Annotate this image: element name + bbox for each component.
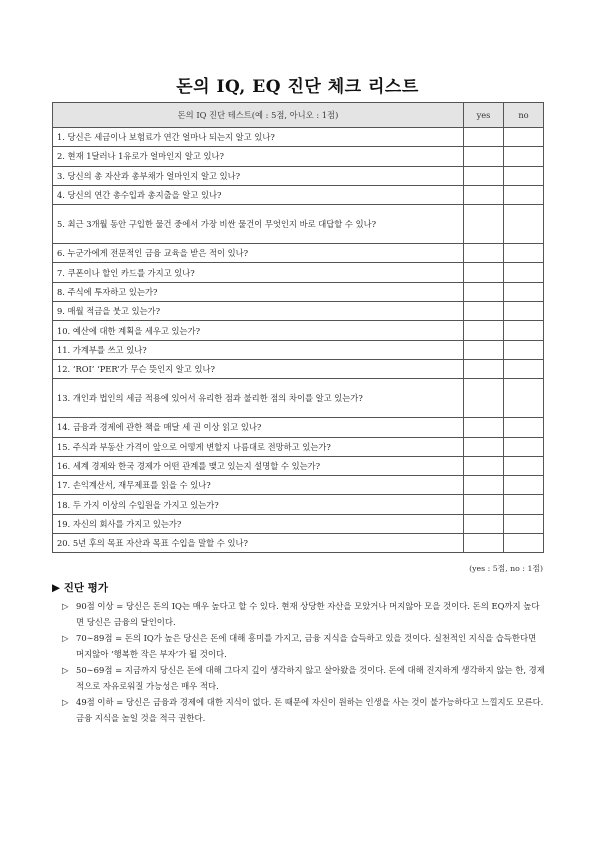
table-row [53,263,544,282]
question-cell: 8. 주식에 투자하고 있는가? [53,282,464,301]
yes-checkbox-cell[interactable] [464,302,504,321]
no-checkbox-cell[interactable] [504,340,544,359]
table-row [53,282,544,301]
table-row [53,359,544,378]
evaluation-item: ▷ 50∼69점 = 지금까지 당신은 돈에 대해 그다지 깊이 생각하지 않고 살아왔을 것이다. 돈에 대해 진지하게 생각하지 않는 한, 경제적으로 자유로워질 가능성은 매우 적다. [52,662,546,694]
question-cell: 9. 매월 적금을 붓고 있는가? [53,302,464,321]
yes-checkbox-cell[interactable] [464,379,504,418]
yes-checkbox-cell[interactable] [464,147,504,166]
table-row [53,379,544,418]
yes-checkbox-cell[interactable] [464,495,504,514]
score-note: (yes : 5점, no : 1점) [469,564,543,573]
yes-checkbox-cell[interactable] [464,534,504,553]
table-row [53,495,544,514]
no-checkbox-cell[interactable] [504,263,544,282]
evaluation-list [52,598,546,726]
table-row [53,476,544,495]
question-cell: 19. 자신의 회사를 가지고 있는가? [53,514,464,533]
table-row [53,128,544,147]
triangle-marker-icon: ▷ [62,665,69,675]
table-row [53,302,544,321]
no-checkbox-cell[interactable] [504,359,544,378]
evaluation-item: ▷ 70∼89점 = 돈의 IQ가 높은 당신은 돈에 대해 흥미를 가지고, 금융 지식을 습득하고 있을 것이다. 실천적인 지식을 습득한다면 머지않아 ‘행복한 작은 부자’가 될 것이다. [52,630,546,662]
no-checkbox-cell[interactable] [504,185,544,204]
yes-checkbox-cell[interactable] [464,437,504,456]
no-checkbox-cell[interactable] [504,244,544,263]
question-cell: 6. 누군가에게 전문적인 금융 교육을 받은 적이 있나? [53,244,464,263]
question-cell: 14. 금융과 경제에 관한 책을 매달 세 권 이상 읽고 있나? [53,418,464,437]
question-cell: 7. 쿠폰이나 할인 카드를 가지고 있나? [53,263,464,282]
table-row [53,147,544,166]
triangle-marker-icon: ▷ [62,697,69,707]
no-checkbox-cell[interactable] [504,476,544,495]
yes-checkbox-cell[interactable] [464,128,504,147]
table-row [53,534,544,553]
table-row [53,437,544,456]
no-checkbox-cell[interactable] [504,379,544,418]
yes-checkbox-cell[interactable] [464,185,504,204]
no-checkbox-cell[interactable] [504,534,544,553]
question-cell: 10. 예산에 대한 계획을 세우고 있는가? [53,321,464,340]
yes-checkbox-cell[interactable] [464,456,504,475]
no-checkbox-cell[interactable] [504,205,544,244]
no-checkbox-cell[interactable] [504,495,544,514]
yes-checkbox-cell[interactable] [464,359,504,378]
table-row [53,166,544,185]
no-checkbox-cell[interactable] [504,128,544,147]
question-cell: 12. ‘ROI’ ‘PER’가 무슨 뜻인지 알고 있나? [53,359,464,378]
question-cell: 5. 최근 3개월 동안 구입한 물건 중에서 가장 비싼 물건이 무엇인지 바로 대답할 수 있나? [53,205,464,244]
question-cell: 13. 개인과 법인의 세금 적용에 있어서 유리한 점과 불리한 점의 차이를 알고 있는가? [53,379,464,418]
no-checkbox-cell[interactable] [504,282,544,301]
yes-checkbox-cell[interactable] [464,244,504,263]
question-cell: 16. 세계 경제와 한국 경제가 어떤 관계를 맺고 있는지 설명할 수 있는가? [53,456,464,475]
table-row [53,321,544,340]
question-cell: 17. 손익계산서, 재무제표를 읽을 수 있나? [53,476,464,495]
yes-checkbox-cell[interactable] [464,321,504,340]
no-checkbox-cell[interactable] [504,166,544,185]
yes-checkbox-cell[interactable] [464,340,504,359]
yes-checkbox-cell[interactable] [464,205,504,244]
question-cell: 15. 주식과 부동산 가격이 앞으로 어떻게 변할지 나름대로 전망하고 있는가? [53,437,464,456]
yes-checkbox-cell[interactable] [464,263,504,282]
yes-column-header: yes [464,103,504,128]
yes-checkbox-cell[interactable] [464,282,504,301]
no-checkbox-cell[interactable] [504,302,544,321]
table-header-row [53,103,544,128]
yes-checkbox-cell[interactable] [464,418,504,437]
no-checkbox-cell[interactable] [504,147,544,166]
evaluation-item: ▷ 49점 이하 = 당신은 금융과 경제에 대한 지식이 없다. 돈 때문에 자신이 원하는 인생을 사는 것이 불가능하다고 느낄지도 모른다. 금융 지식을 높일 것을 적극 권한다. [52,694,546,726]
no-checkbox-cell[interactable] [504,321,544,340]
checklist-table [52,102,544,553]
table-row [53,185,544,204]
yes-checkbox-cell[interactable] [464,166,504,185]
question-cell: 3. 당신의 총 자산과 총부채가 얼마인지 알고 있나? [53,166,464,185]
question-cell: 18. 두 가지 이상의 수입원을 가지고 있는가? [53,495,464,514]
evaluation-heading: ▶ 진단 평가 [52,582,108,594]
no-checkbox-cell[interactable] [504,437,544,456]
table-row [53,418,544,437]
table-row [53,340,544,359]
page-title: 돈의 IQ, EQ 진단 체크 리스트 [176,77,419,97]
table-row [53,514,544,533]
triangle-marker-icon: ▷ [62,633,69,643]
yes-checkbox-cell[interactable] [464,476,504,495]
table-row [53,244,544,263]
question-cell: 11. 가계부를 쓰고 있나? [53,340,464,359]
question-cell: 20. 5년 후의 목표 자산과 목표 수입을 말할 수 있나? [53,534,464,553]
table-row [53,205,544,244]
no-checkbox-cell[interactable] [504,456,544,475]
triangle-marker-icon: ▷ [62,601,69,611]
no-checkbox-cell[interactable] [504,514,544,533]
table-row [53,456,544,475]
question-cell: 1. 당신은 세금이나 보험료가 연간 얼마나 되는지 알고 있나? [53,128,464,147]
evaluation-item: ▷ 90점 이상 = 당신은 돈의 IQ는 매우 높다고 할 수 있다. 현재 상당한 자산을 모았거나 머지않아 모을 것이다. 돈의 EQ까지 높다면 당신은 금융의 달인이다. [52,598,546,630]
no-checkbox-cell[interactable] [504,418,544,437]
question-cell: 4. 당신의 연간 총수입과 총지출을 알고 있나? [53,185,464,204]
question-column-header: 돈의 IQ 진단 테스트(예 : 5점, 아니오 : 1점) [53,103,464,128]
yes-checkbox-cell[interactable] [464,514,504,533]
question-cell: 2. 현재 1달러나 1유로가 얼마인지 알고 있나? [53,147,464,166]
no-column-header: no [504,103,544,128]
